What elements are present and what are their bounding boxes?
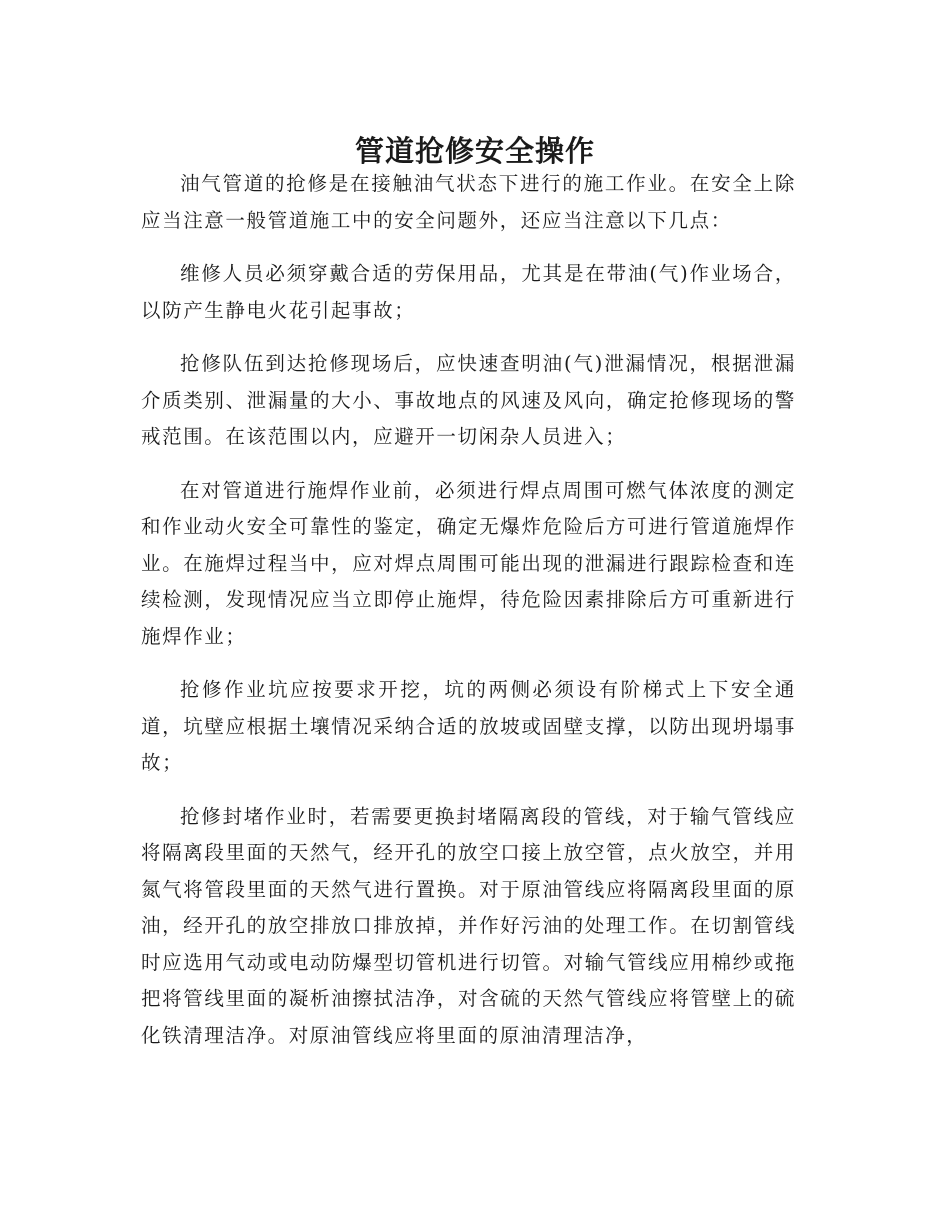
paragraph-intro: 油气管道的抢修是在接触油气状态下进行的施工作业。在安全上除应当注意一般管道施工中的安全问题外，还应当注意以下几点： — [141, 172, 796, 232]
paragraph-plugging-operation: 抢修封堵作业时，若需要更换封堵隔离段的管线，对于输气管线应将隔离段里面的天然气，经开孔的放空口接上放空管，点火放空，并用氮气将管段里面的天然气进行置换。对于原油管线应将隔离段里面的原油，经开孔的放空排放口排放掉，并作好污油的处理工作。在切割管线时应选用气动或电动防爆型切管机进行切管。对输气管线应用棉纱或拖把将管线里面的凝析油擦拭洁净，对含硫的天然气管线应将管壁上的硫化铁清理洁净。对原油管线应将里面的原油清理洁净， — [141, 804, 796, 1047]
paragraph-warning-zone: 抢修队伍到达抢修现场后，应快速查明油(气)泄漏情况，根据泄漏介质类别、泄漏量的大小、事故地点的风速及风向，确定抢修现场的警戒范围。在该范围以内，应避开一切闲杂人员进入； — [141, 352, 796, 448]
paragraph-welding-safety: 在对管道进行施焊作业前，必须进行焊点周围可燃气体浓度的测定和作业动火安全可靠性的鉴定，确定无爆炸危险后方可进行管道施焊作业。在施焊过程当中，应对焊点周围可能出现的泄漏进行跟踪检查和连续检测，发现情况应当立即停止施焊，待危险因素排除后方可重新进行施焊作业； — [141, 478, 796, 648]
document-title: 管道抢修安全操作 — [354, 134, 595, 169]
paragraph-protective-equipment: 维修人员必须穿戴合适的劳保用品，尤其是在带油(气)作业场合，以防产生静电火花引起事故； — [141, 262, 796, 322]
paragraph-excavation: 抢修作业坑应按要求开挖，坑的两侧必须设有阶梯式上下安全通道，坑壁应根据土壤情况采纳合适的放坡或固壁支撑，以防出现坍塌事故； — [141, 678, 796, 774]
document-body — [141, 166, 796, 1071]
